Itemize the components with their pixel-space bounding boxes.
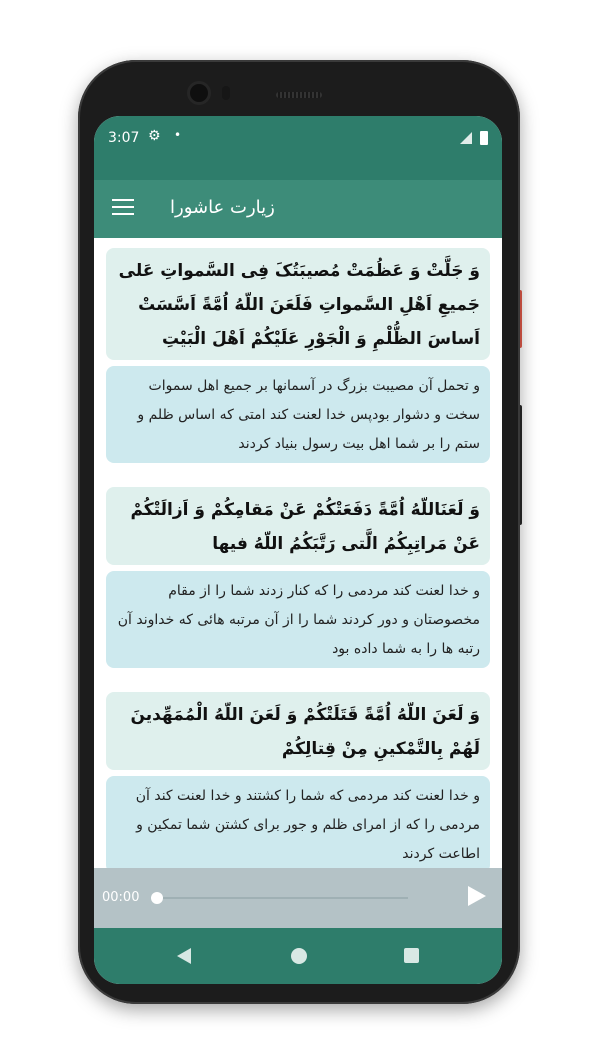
verse-group <box>94 487 502 668</box>
battery-icon <box>480 131 488 145</box>
verse-group <box>94 248 502 463</box>
verse-list[interactable] <box>94 238 502 868</box>
front-camera <box>190 84 208 102</box>
app-title: زیارت عاشورا <box>170 197 275 218</box>
persian-translation-card: و تحمل آن مصیبت بزرگ در آسمانها بر جمیع اهل سموات سخت و دشوار بودپس خدا لعنت کند امتی که اساس ظلم و ستم را بر شما اهل بیت رسول بنیاد کردند <box>106 366 490 463</box>
system-nav-bar <box>94 928 502 984</box>
player-elapsed-time: 00:00 <box>102 890 140 905</box>
home-icon[interactable] <box>291 948 307 964</box>
status-time: 3:07 <box>108 130 140 146</box>
hamburger-menu-icon[interactable] <box>112 199 134 217</box>
screen <box>94 116 502 984</box>
audio-player <box>94 868 502 928</box>
seek-bar[interactable] <box>156 897 408 899</box>
status-bar <box>94 116 502 180</box>
recent-apps-icon[interactable] <box>404 948 419 963</box>
notification-dot-icon: • <box>174 128 182 142</box>
persian-translation-card: و خدا لعنت کند مردمی را که کنار زدند شما را از مقام مخصوصتان و دور کردند شما را از آن مرتبه هائی که خداوند آن رتبه ها را به شما داده بود <box>106 571 490 668</box>
seek-thumb[interactable] <box>151 892 163 904</box>
earpiece-speaker <box>276 92 322 98</box>
back-icon[interactable] <box>177 948 191 964</box>
arabic-verse-card: وَ لَعَنَاللّهُ اُمَّةً دَفَعَتْكُمْ عَنْ مَقامِكُمْ وَ اَزالَتْكُمْ عَنْ مَراتِبِكُمُ الَّتی رَتَّبَكُمُ اللّهُ فيها <box>106 487 490 565</box>
proximity-sensor <box>222 86 230 100</box>
arabic-verse-card: وَ جَلَّتْ وَ عَظُمَتْ مُصيبَتُکَ فِی السَّمواتِ عَلی جَميعِ اَهْلِ السَّمواتِ فَلَعَنَ اللّهُ اُمَّةً اَسَّسَتْ اَساسَ الظُّلْمِ وَ الْجَوْرِ عَلَيْكُمْ اَهْلَ الْبَيْتِ <box>106 248 490 360</box>
settings-gear-icon: ⚙ <box>148 128 161 144</box>
persian-translation-card: و خدا لعنت کند مردمی که شما را کشتند و خدا لعنت کند آن مردمی را که از امرای ظلم و جور برای کشتن شما تمکین و اطاعت کردند <box>106 776 490 868</box>
app-bar <box>94 180 502 238</box>
signal-icon <box>460 132 472 144</box>
play-icon[interactable] <box>468 886 486 906</box>
verse-group <box>94 692 502 868</box>
arabic-verse-card: وَ لَعَنَ اللّهُ اُمَّةً قَتَلَتْكُمْ وَ لَعَنَ اللّهُ الْمُمَهِّدينَ لَهُمْ بِالتَّمْكينِ مِنْ قِتالِكُمْ <box>106 692 490 770</box>
